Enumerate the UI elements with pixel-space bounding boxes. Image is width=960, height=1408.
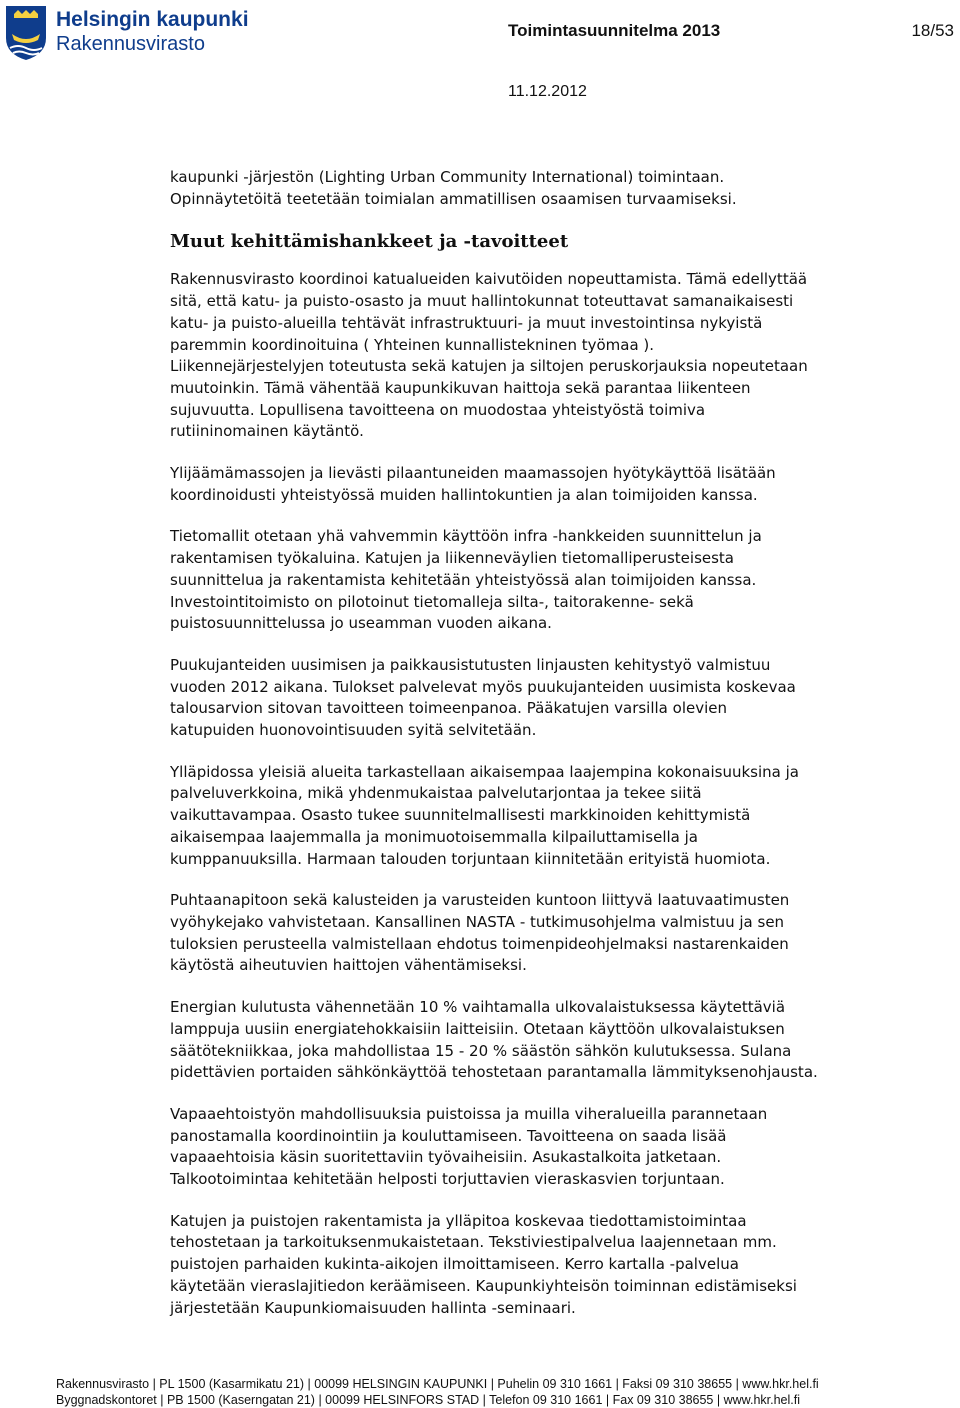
paragraph: Ylläpidossa yleisiä alueita tarkastellaan aikaisempaa laajempina kokonaisuuksina ja palveluverkkoina, mikä yhdenmukaistaa palvelutarjontaa ja tekee siitä vaikuttavampaa. Osasto tukee suunnitelmallisesti markkinoiden kehittymistä aikaisempaa laajemmalla ja monimuotoisemmalla kilpailuttamisella ja kumppanuuksilla. Harmaan talouden torjuntaan kiinnitetään erityistä huomiota.: [170, 762, 799, 868]
organization-name: Helsingin kaupunki: [56, 8, 249, 31]
helsinki-crest-icon: [4, 4, 48, 62]
paragraph: Ylijäämämassojen ja lievästi pilaantuneiden maamassojen hyötykäyttöä lisätään koordinoidusti yhteistyössä muiden hallintokuntien ja alan toimijoiden kanssa.: [170, 464, 776, 504]
page-footer: [56, 1376, 946, 1408]
document-title: Toimintasuunnitelma 2013: [508, 21, 721, 40]
document-date: 11.12.2012: [508, 83, 587, 100]
paragraph: Katujen ja puistojen rakentamista ja ylläpitoa koskevaa tiedottamistoimintaa tehostetaan ja tarkoituksenmukaistetaan. Tekstiviestipalvelua laajennetaan mm. puistojen parhaiden kukinta-aikojen ilmoittamiseen. Kerro kartalla -palvelua käytetään vieraslajitiedon keräämiseen. Kaupunkiyhteisön toiminnan edistämiseksi järjestetään Kaupunkiomaisuuden hallinta -seminaari.: [170, 1211, 797, 1317]
paragraph: Tietomallit otetaan yhä vahvemmin käyttöön infra -hankkeiden suunnittelun ja rakentamisen työkaluina. Katujen ja liikenneväylien tietomalliperusteisesta suunnittelua ja rakentamista kehitetään yhteistyössä alan toimijoiden kanssa. Investointitoimisto on pilotoinut tietomalleja silta-, taitorakenne- sekä puistosuunnittelussa jo useamman vuoden aikana.: [170, 527, 762, 633]
footer-line-swedish: Byggnadskontoret | PB 1500 (Kaserngatan 21) | 00099 HELSINFORS STAD | Telefon 09 310 1661 | Fax 09 310 38655 | www.hkr.hel.fi: [56, 1393, 800, 1407]
paragraph: Puukujanteiden uusimisen ja paikkausistutusten linjausten kehitystyö valmistuu vuoden 2012 aikana. Tulokset palvelevat myös puukujanteiden uusimista koskevaa talousarvion sitovan tavoitteen toimeenpanoa. Pääkatujen varsilla olevien katupuiden huonovointisuuden syitä selvitetään.: [170, 655, 796, 740]
intro-paragraph: kaupunki -järjestön (Lighting Urban Community International) toimintaan. Opinnäytetöitä teetetään toimialan ammatillisen osaamisen turvaamiseksi.: [170, 168, 737, 208]
paragraph: Energian kulutusta vähennetään 10 % vaihtamalla ulkovalaistuksessa käytettäviä lamppuja uusiin energiatehokkaisiin laitteisiin. Otetaan käyttöön ulkovalaistuksen säätötekniikkaa, joka mahdollistaa 15 - 20 % säästön sähkön kulutuksessa. Sulana pidettävien portaiden sähkönkäyttöä tehostetaan parantamalla lämmityksenohjausta.: [170, 998, 818, 1082]
footer-line-finnish: Rakennusvirasto | PL 1500 (Kasarmikatu 21) | 00099 HELSINGIN KAUPUNKI | Puhelin 09 310 1661 | Faksi 09 310 38655 | www.hkr.hel.fi: [56, 1377, 819, 1391]
section-heading: Muut kehittämishankkeet ja -tavoitteet: [170, 231, 569, 253]
paragraph: Vapaaehtoistyön mahdollisuuksia puistoissa ja muilla viheralueilla parannetaan panostamalla koordinointiin ja kouluttamiseen. Tavoitteena on saada lisää vapaaehtoisia käsin suoritettaviin työvaiheisiin. Asukastalkoita jatketaan. Talkootoimintaa kehitetään helposti torjuttavien vieraskasvien torjuntaan.: [170, 1104, 768, 1189]
department-name: Rakennusvirasto: [56, 33, 205, 55]
page-number: 18/53: [911, 21, 954, 40]
page-header: [0, 0, 960, 110]
paragraph: Puhtaanapitoon sekä kalusteiden ja varusteiden kuntoon liittyvä laatuvaatimusten vyöhykejako vahvistetaan. Kansallinen NASTA - tutkimusohjelma valmistuu ja sen tuloksien perusteella valmistellaan ehdotus toimenpideohjelmaksi nastarenkaiden käytöstä aiheutuvien haittojen vähentämiseksi.: [170, 891, 790, 975]
page-body: [170, 167, 945, 1339]
paragraph: Rakennusvirasto koordinoi katualueiden kaivutöiden nopeuttamista. Tämä edellyttää sitä, että katu- ja puisto-osasto ja muut hallintokunnat toteuttavat samanaikaisesti katu- ja puisto-alueilla tehtävät infrastruktuuri- ja muut investointinsa nykyistä paremmin koordinoituina ( Yhteinen kunnallistekninen työmaa ). Liikennejärjestelyjen toteutusta sekä katujen ja siltojen peruskorjauksia nopeutetaan muutoinkin. Tämä vähentää kaupunkikuvan haittoja sekä parantaa liikenteen sujuvuutta. Lopullisena tavoitteena on muodostaa yhteistyöstä toimiva rutiininomainen käytäntö.: [170, 270, 808, 441]
